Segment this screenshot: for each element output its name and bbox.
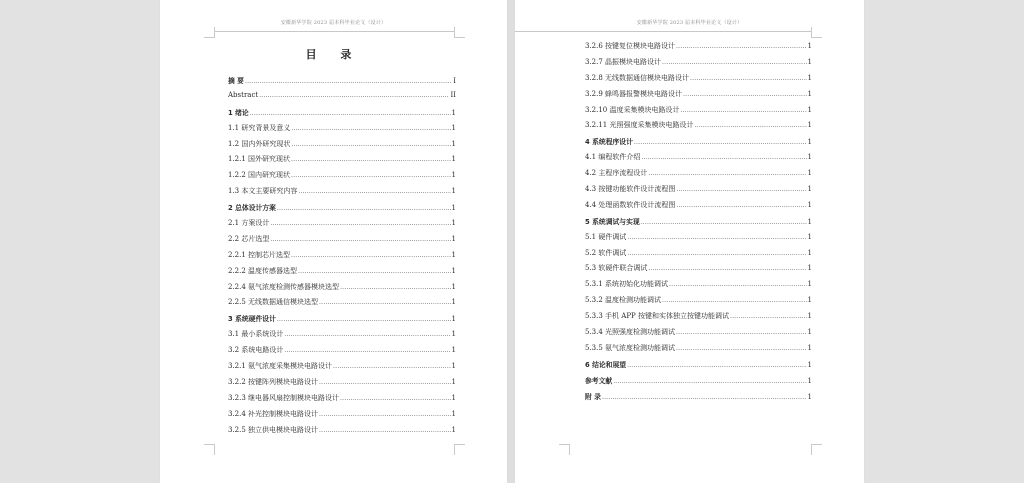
toc-dot-leader	[613, 378, 806, 385]
toc-entry-page-number: 1	[807, 200, 812, 209]
toc-entry[interactable]	[228, 313, 456, 329]
toc-entry[interactable]	[585, 391, 812, 407]
margin-corner-mark	[811, 27, 822, 38]
toc-dot-leader	[676, 43, 806, 50]
toc-entry[interactable]	[228, 202, 456, 218]
toc-entry-label: 附 录	[585, 392, 601, 401]
toc-entry-label: 3.2.6 按键复位模块电路设计	[585, 42, 676, 50]
toc-entry-label: 3.2.11 光照强度采集模块电路设计	[585, 121, 694, 130]
toc-entry[interactable]	[585, 295, 812, 311]
toc-entry[interactable]	[585, 200, 812, 216]
toc-dot-leader	[319, 299, 450, 306]
toc-dot-leader	[291, 252, 450, 259]
toc-dot-leader	[641, 219, 807, 226]
toc-entry[interactable]	[585, 343, 812, 359]
document-page-2	[515, 0, 864, 483]
toc-entry-label: 5.3.5 氨气浓度检测功能调试	[585, 343, 676, 352]
toc-entry[interactable]	[585, 248, 812, 264]
toc-entry-page-number: 1	[451, 393, 456, 402]
toc-entry[interactable]	[228, 123, 456, 139]
toc-dot-leader	[291, 141, 450, 148]
toc-entry-page-number: 1	[807, 360, 812, 369]
toc-entry-page-number: 1	[451, 234, 456, 243]
toc-entry-label: 2.2.1 控制芯片选型	[228, 250, 291, 259]
toc-entry-label: 5.3.1 系统初始化功能调试	[585, 280, 669, 289]
toc-dot-leader	[333, 363, 450, 370]
toc-entry[interactable]	[228, 377, 456, 393]
toc-entry-label: 5.3 软硬件联合调试	[585, 264, 648, 273]
toc-entry-label: Abstract	[228, 90, 259, 99]
toc-entry-label: 5.3.2 温度检测功能调试	[585, 296, 662, 305]
toc-entry[interactable]	[585, 105, 812, 121]
header-rule	[515, 31, 811, 32]
page-header: 安徽新华学院 2023 届本科毕业论文（设计）	[636, 20, 743, 26]
toc-entry-label: 1.3 本文主要研究内容	[228, 187, 298, 196]
toc-entry-label: 摘 要	[228, 77, 244, 85]
toc-entry[interactable]	[228, 139, 456, 155]
margin-corner-mark	[454, 444, 465, 455]
toc-dot-leader	[319, 411, 450, 418]
toc-entry[interactable]	[228, 282, 456, 298]
toc-entry-label: 4.4 处理函数软件设计流程图	[585, 200, 676, 209]
toc-entry-label: 3.2.4 补光控制模块电路设计	[228, 409, 319, 418]
toc-dot-leader	[648, 265, 806, 272]
toc-dot-leader	[319, 427, 450, 434]
toc-entry[interactable]	[585, 263, 812, 279]
toc-dot-leader	[270, 220, 450, 227]
toc-entry[interactable]	[228, 234, 456, 250]
margin-corner-mark	[204, 444, 215, 455]
toc-entry[interactable]	[228, 409, 456, 425]
toc-dot-leader	[284, 347, 450, 354]
toc-entry-page-number: 1	[807, 73, 812, 82]
toc-dot-leader	[291, 172, 450, 179]
toc-entry-page-number: 1	[807, 138, 812, 147]
toc-entry-page-number: 1	[451, 187, 456, 196]
toc-dot-leader	[676, 202, 806, 209]
toc-entry-page-number: 1	[451, 123, 456, 132]
toc-entry-label: 3.2.2 按键阵列模块电路设计	[228, 377, 319, 386]
toc-entry-page-number: 1	[807, 217, 812, 226]
toc-entry-label: 3.2.3 继电器风扇控制模块电路设计	[228, 393, 340, 402]
toc-entry-label: 1.1 研究背景及意义	[228, 123, 291, 132]
toc-dot-leader	[676, 345, 806, 352]
toc-entry-label: 5.3.3 手机 APP 按键和实体独立按键功能调试	[585, 312, 729, 321]
toc-dot-leader	[690, 75, 806, 82]
toc-entry-page-number: 1	[451, 171, 456, 180]
toc-entry[interactable]	[228, 170, 456, 186]
toc-dot-leader	[669, 281, 806, 288]
toc-entry-page-number: 1	[451, 204, 456, 213]
margin-corner-mark	[204, 27, 215, 38]
toc-entry-page-number: 1	[807, 121, 812, 130]
page-gutter	[507, 0, 515, 483]
margin-corner-mark	[454, 27, 465, 38]
toc-entry-page-number: 1	[451, 139, 456, 148]
toc-entry-page-number: 1	[451, 282, 456, 291]
toc-entry[interactable]	[585, 184, 812, 200]
toc-entry[interactable]	[228, 345, 456, 361]
toc-entry-page-number: 1	[451, 219, 456, 228]
toc-dot-leader	[641, 154, 806, 161]
toc-entry[interactable]	[585, 168, 812, 184]
toc-dot-leader	[627, 250, 806, 257]
toc-entry-label: 2.2.5 无线数据通信模块选型	[228, 298, 319, 307]
toc-entry-page-number: 1	[451, 250, 456, 259]
toc-dot-leader	[284, 331, 450, 338]
table-of-contents	[585, 41, 812, 406]
toc-entry-page-number: 1	[807, 153, 812, 162]
toc-entry-label: 2.1 方案设计	[228, 219, 270, 228]
toc-dot-leader	[627, 234, 806, 241]
table-of-contents	[228, 75, 456, 440]
toc-entry[interactable]	[585, 311, 812, 327]
toc-entry-label: 3.2.9 蜂鸣器报警模块电路设计	[585, 89, 683, 98]
toc-entry[interactable]	[585, 73, 812, 89]
toc-entry-page-number: 1	[451, 266, 456, 275]
toc-entry-label: 1.2.2 国内研究现状	[228, 171, 291, 180]
toc-entry[interactable]	[228, 154, 456, 170]
toc-dot-leader	[298, 188, 450, 195]
toc-title: 目 录	[305, 48, 362, 61]
toc-entry[interactable]	[585, 375, 812, 391]
toc-entry-page-number: 1	[807, 57, 812, 66]
toc-dot-leader	[602, 394, 807, 401]
toc-entry-page-number: 1	[807, 312, 812, 321]
toc-entry[interactable]	[585, 327, 812, 343]
toc-dot-leader	[298, 268, 450, 275]
toc-dot-leader	[270, 236, 450, 243]
toc-entry[interactable]	[585, 41, 812, 57]
toc-entry-label: 3.2 系统电路设计	[228, 346, 284, 355]
toc-dot-leader	[730, 313, 807, 320]
toc-entry[interactable]	[585, 136, 812, 152]
toc-dot-leader	[277, 316, 451, 323]
toc-dot-leader	[277, 205, 451, 212]
toc-entry-page-number: 1	[451, 330, 456, 339]
toc-entry-label: 3.1 最小系统设计	[228, 330, 284, 339]
toc-entry-page-number: 1	[807, 392, 812, 401]
toc-entry-page-number: 1	[807, 105, 812, 114]
toc-entry[interactable]	[585, 152, 812, 168]
toc-entry-page-number: 1	[451, 298, 456, 307]
margin-corner-mark	[559, 444, 570, 455]
toc-entry-label: 1.2.1 国外研究现状	[228, 155, 291, 164]
header-rule	[214, 31, 454, 32]
toc-entry-page-number: 1	[807, 232, 812, 241]
toc-entry-page-number: 1	[807, 376, 812, 385]
toc-entry-label: 5.3.4 光照强度检测功能调试	[585, 328, 676, 337]
toc-entry-page-number: 1	[451, 155, 456, 164]
toc-entry-label: 4.1 编程软件介绍	[585, 153, 641, 162]
toc-entry-label: 2.2.4 氨气浓度检测传感器模块选型	[228, 282, 340, 291]
toc-entry-label: 1.2 国内外研究现状	[228, 139, 291, 148]
toc-entry[interactable]	[585, 232, 812, 248]
toc-entry-page-number: 1	[807, 296, 812, 305]
toc-entry[interactable]	[228, 75, 456, 91]
toc-entry-page-number: 1	[807, 264, 812, 273]
toc-dot-leader	[250, 110, 451, 117]
toc-dot-leader	[319, 379, 450, 386]
toc-entry[interactable]	[228, 329, 456, 345]
toc-entry-page-number: 1	[807, 328, 812, 337]
toc-entry-page-number: 1	[451, 362, 456, 371]
toc-dot-leader	[681, 107, 807, 114]
toc-entry[interactable]	[228, 393, 456, 409]
toc-entry-page-number: 1	[451, 108, 456, 117]
toc-entry[interactable]	[585, 89, 812, 105]
toc-dot-leader	[291, 125, 450, 132]
toc-entry-label: 2.2 芯片选型	[228, 234, 270, 243]
toc-entry-label: 3.2.1 氨气浓度采集模块电路设计	[228, 362, 333, 371]
toc-entry-page-number: 1	[451, 315, 456, 324]
toc-entry[interactable]	[228, 297, 456, 313]
toc-entry-label: 4.2 主程序流程设计	[585, 169, 648, 178]
toc-entry-page-number: 1	[807, 42, 812, 50]
toc-entry-label: 4 系统程序设计	[585, 138, 633, 147]
toc-entry-label: 1 绪论	[228, 108, 249, 117]
toc-entry[interactable]	[228, 218, 456, 234]
toc-entry-page-number: 1	[807, 248, 812, 257]
toc-entry-page-number: 1	[807, 169, 812, 178]
toc-entry-label: 3.2.10 温度采集模块电路设计	[585, 105, 680, 114]
toc-entry[interactable]	[228, 361, 456, 377]
toc-dot-leader	[662, 297, 806, 304]
toc-entry-label: 5.1 硬件调试	[585, 232, 627, 241]
toc-dot-leader	[695, 122, 807, 129]
toc-entry[interactable]	[228, 107, 456, 123]
toc-entry-label: 3.2.8 无线数据通信模块电路设计	[585, 73, 690, 82]
toc-entry-label: 3.2.7 晶振模块电路设计	[585, 57, 662, 66]
toc-entry[interactable]	[228, 91, 456, 107]
toc-entry-label: 6 结论和展望	[585, 360, 627, 369]
toc-entry-label: 3.2.5 独立供电模块电路设计	[228, 425, 319, 434]
toc-entry-page-number: 1	[807, 185, 812, 194]
toc-entry-page-number: 1	[451, 377, 456, 386]
toc-entry-page-number: 1	[807, 89, 812, 98]
toc-dot-leader	[676, 186, 806, 193]
toc-entry-page-number: 1	[451, 425, 456, 434]
toc-dot-leader	[634, 139, 807, 146]
toc-dot-leader	[648, 170, 806, 177]
toc-entry-label: 5.2 软件调试	[585, 248, 627, 257]
toc-entry[interactable]	[228, 266, 456, 282]
toc-entry-label: 2.2.2 温度传感器选型	[228, 266, 298, 275]
toc-entry-page-number: 1	[807, 280, 812, 289]
toc-entry[interactable]	[585, 57, 812, 73]
margin-corner-mark	[811, 444, 822, 455]
toc-dot-leader	[245, 78, 452, 85]
document-page-1	[160, 0, 507, 483]
toc-dot-leader	[662, 59, 806, 66]
toc-dot-leader	[259, 92, 449, 99]
toc-entry[interactable]	[228, 250, 456, 266]
toc-entry-page-number: 1	[451, 346, 456, 355]
toc-entry-page-number: II	[450, 90, 456, 99]
toc-entry-label: 2 总体设计方案	[228, 204, 276, 213]
toc-entry[interactable]	[585, 216, 812, 232]
toc-entry-page-number: 1	[451, 409, 456, 418]
toc-dot-leader	[340, 284, 450, 291]
toc-entry[interactable]	[585, 120, 812, 136]
toc-entry-page-number: 1	[807, 343, 812, 352]
toc-entry[interactable]	[585, 279, 812, 295]
toc-dot-leader	[683, 91, 806, 98]
toc-entry-page-number: I	[453, 77, 456, 85]
toc-entry[interactable]	[228, 186, 456, 202]
toc-entry-label: 5 系统调试与实现	[585, 217, 640, 226]
toc-entry-label: 4.3 按键功能软件设计流程图	[585, 185, 676, 194]
toc-dot-leader	[627, 362, 806, 369]
toc-dot-leader	[676, 329, 806, 336]
toc-dot-leader	[291, 156, 450, 163]
toc-entry[interactable]	[228, 425, 456, 441]
toc-entry[interactable]	[585, 359, 812, 375]
toc-entry-label: 参考文献	[585, 376, 613, 385]
toc-dot-leader	[340, 395, 450, 402]
toc-entry-label: 3 系统硬件设计	[228, 315, 276, 324]
page-header: 安徽新华学院 2023 届本科毕业论文（设计）	[280, 20, 387, 26]
